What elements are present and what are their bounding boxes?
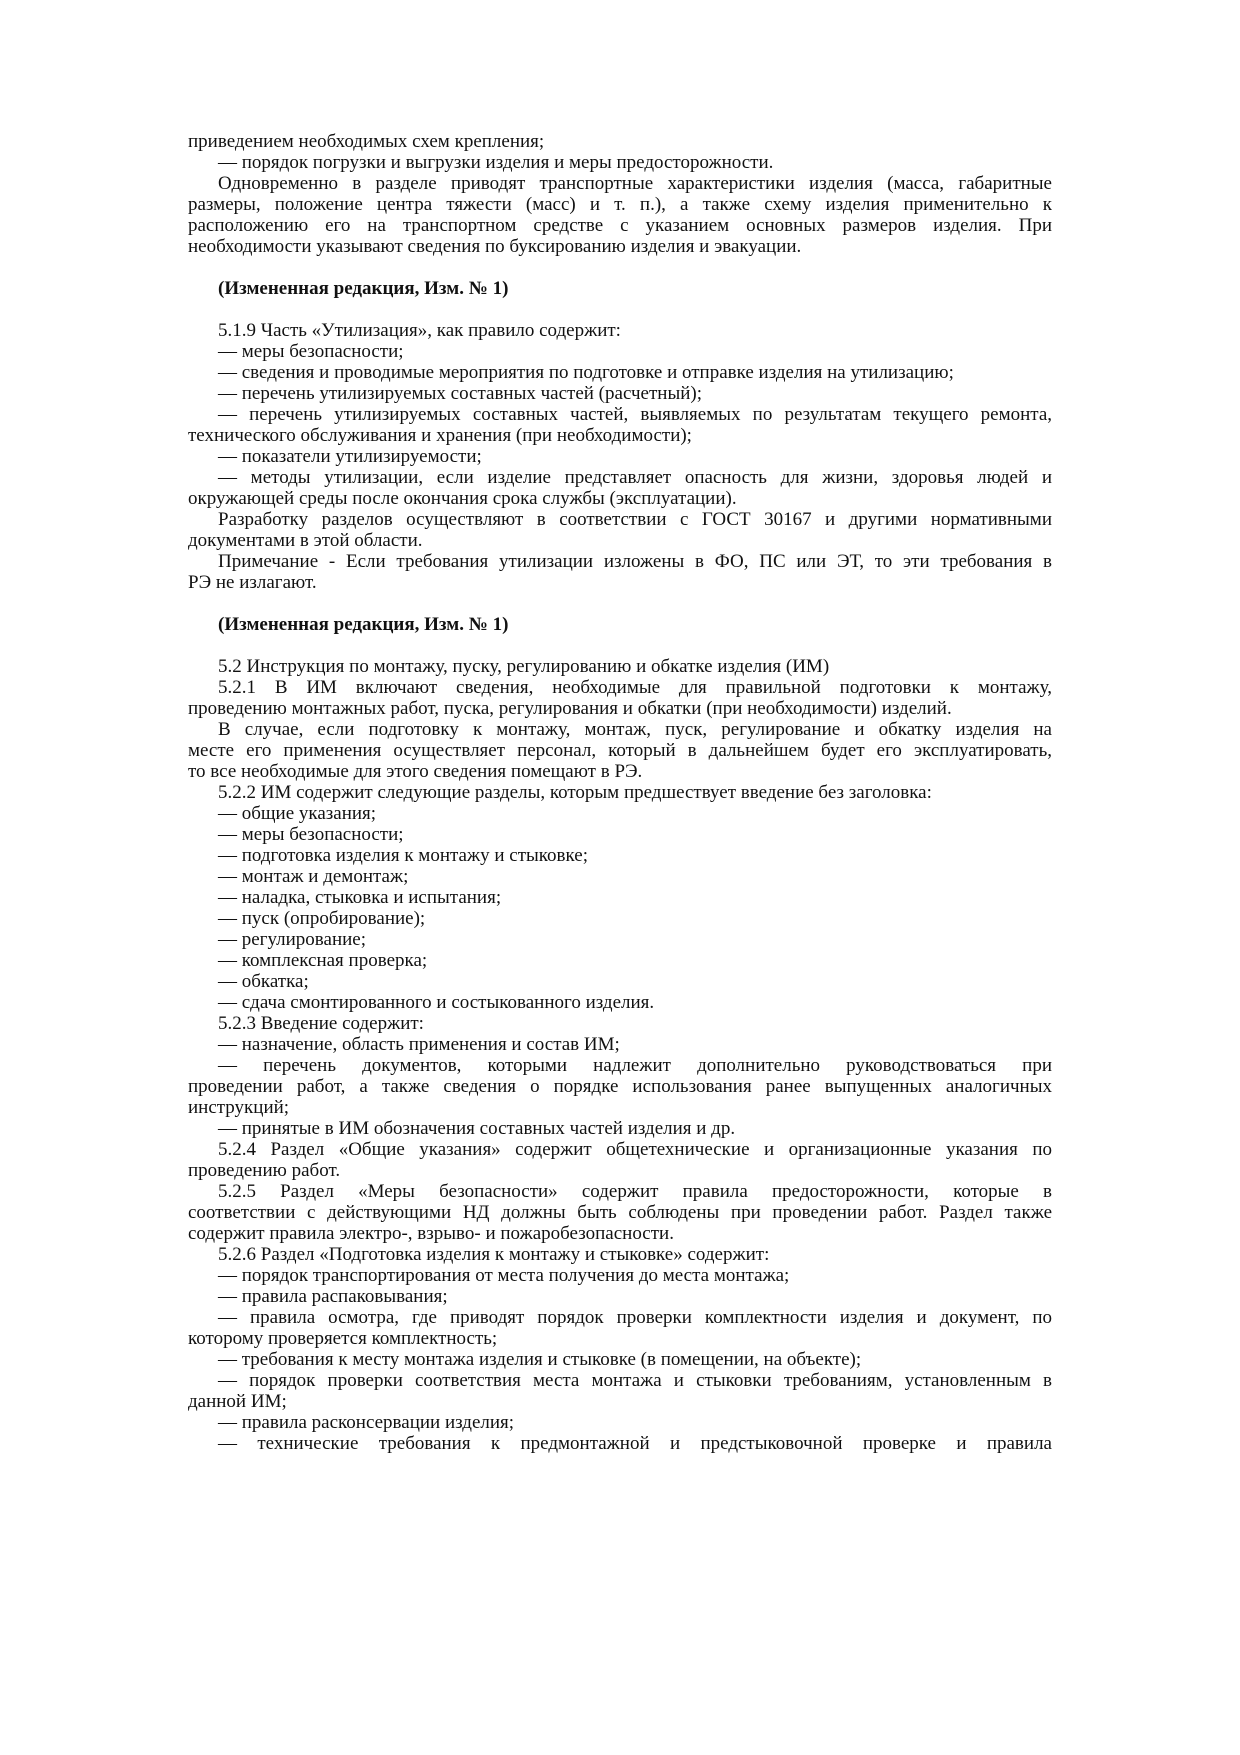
paragraph-line: содержит правила электро-, взрыво- и пожаробезопасности. [188,1223,674,1244]
list-item: — порядок проверки соответствия места монтажа и стыковки требованиям, установленным в [218,1370,1052,1391]
revision-note: (Измененная редакция, Изм. № 1) [218,278,509,299]
list-item: — подготовка изделия к монтажу и стыковке; [218,845,588,866]
list-item: — перечень утилизируемых составных частей (расчетный); [218,383,702,404]
paragraph-line: документами в этой области. [188,530,423,551]
list-item-cont: окружающей среды после окончания срока службы (эксплуатации). [188,488,737,509]
list-item: — требования к месту монтажа изделия и стыковке (в помещении, на объекте); [218,1349,862,1370]
section-heading-5-1-9: 5.1.9 Часть «Утилизация», как правило содержит: [218,320,621,341]
list-item-cont: которому проверяется комплектность; [188,1328,498,1349]
list-item: — правила расконсервации изделия; [218,1412,515,1433]
paragraph-line: 5.2.1 В ИМ включают сведения, необходимые для правильной подготовки к монтажу, [218,677,1052,698]
list-item-cont: технического обслуживания и хранения (при необходимости); [188,425,692,446]
list-item: — методы утилизации, если изделие представляет опасность для жизни, здоровья людей и [218,467,1052,488]
list-item: — регулирование; [218,929,366,950]
revision-note: (Измененная редакция, Изм. № 1) [218,614,509,635]
list-item: — принятые в ИМ обозначения составных частей изделия и др. [218,1118,736,1139]
list-item: — правила осмотра, где приводят порядок проверки комплектности изделия и документ, по [218,1307,1052,1328]
list-item: — сведения и проводимые мероприятия по подготовке и отправке изделия на утилизацию; [218,362,954,383]
paragraph-line: 5.2.4 Раздел «Общие указания» содержит общетехнические и организационные указания по [218,1139,1052,1160]
list-item-cont: данной ИМ; [188,1391,287,1412]
list-item: — общие указания; [218,803,377,824]
paragraph-line: проведению монтажных работ, пуска, регулирования и обкатки (при необходимости) изделий. [188,698,952,719]
section-heading-5-2-3: 5.2.3 Введение содержит: [218,1013,424,1034]
paragraph-line: проведению работ. [188,1160,341,1181]
list-item: — наладка, стыковка и испытания; [218,887,502,908]
blank-line [188,593,1052,614]
list-item-cont: инструкций; [188,1097,290,1118]
list-item: — порядок погрузки и выгрузки изделия и меры предосторожности. [218,152,774,173]
list-item: — пуск (опробирование); [218,908,426,929]
text-line: приведением необходимых схем крепления; [188,131,545,152]
note-line: Примечание - Если требования утилизации изложены в ФО, ПС или ЭТ, то эти требования в [218,551,1052,572]
list-item-cont: проведении работ, а также сведения о порядке использования ранее выпущенных аналогичных [188,1076,1052,1097]
paragraph-line: 5.2.5 Раздел «Меры безопасности» содержит правила предосторожности, которые в [218,1181,1052,1202]
paragraph-line: Одновременно в разделе приводят транспортные характеристики изделия (масса, габаритные [218,173,1052,194]
list-item: — перечень документов, которыми надлежит дополнительно руководствоваться при [218,1055,1052,1076]
list-item: — комплексная проверка; [218,950,428,971]
paragraph-line: то все необходимые для этого сведения помещают в РЭ. [188,761,643,782]
list-item: — технические требования к предмонтажной и предстыковочной проверке и правила [218,1433,1052,1454]
paragraph-line: Разработку разделов осуществляют в соответствии с ГОСТ 30167 и другими нормативными [218,509,1052,530]
section-heading-5-2-6: 5.2.6 Раздел «Подготовка изделия к монтажу и стыковке» содержит: [218,1244,770,1265]
paragraph-line: соответствии с действующими НД должны быть соблюдены при проведении работ. Раздел также [188,1202,1052,1223]
list-item: — правила распаковывания; [218,1286,448,1307]
list-item: — сдача смонтированного и состыкованного изделия. [218,992,655,1013]
list-item: — обкатка; [218,971,309,992]
list-item: — порядок транспортирования от места получения до места монтажа; [218,1265,790,1286]
list-item: — назначение, область применения и состав ИМ; [218,1034,620,1055]
section-heading-5-2-2: 5.2.2 ИМ содержит следующие разделы, которым предшествует введение без заголовка: [218,782,932,803]
list-item: — меры безопасности; [218,824,404,845]
list-item: — монтаж и демонтаж; [218,866,409,887]
note-line: РЭ не излагают. [188,572,317,593]
list-item: — перечень утилизируемых составных частей, выявляемых по результатам текущего ремонта, [218,404,1052,425]
paragraph-line: В случае, если подготовку к монтажу, монтаж, пуск, регулирование и обкатку изделия на [218,719,1052,740]
blank-line [188,257,1052,278]
section-heading-5-2: 5.2 Инструкция по монтажу, пуску, регулированию и обкатке изделия (ИМ) [218,656,830,677]
paragraph-line: размеры, положение центра тяжести (масс) и т. п.), а также схему изделия применительно к [188,194,1052,215]
paragraph-line: необходимости указывают сведения по буксированию изделия и эвакуации. [188,236,802,257]
paragraph-line: расположению его на транспортном средстве с указанием основных размеров изделия. При [188,215,1052,236]
document-page [188,131,1052,1454]
paragraph-line: месте его применения осуществляет персонал, который в дальнейшем будет его эксплуатировать, [188,740,1052,761]
blank-line [188,635,1052,656]
blank-line [188,299,1052,320]
list-item: — показатели утилизируемости; [218,446,482,467]
list-item: — меры безопасности; [218,341,404,362]
